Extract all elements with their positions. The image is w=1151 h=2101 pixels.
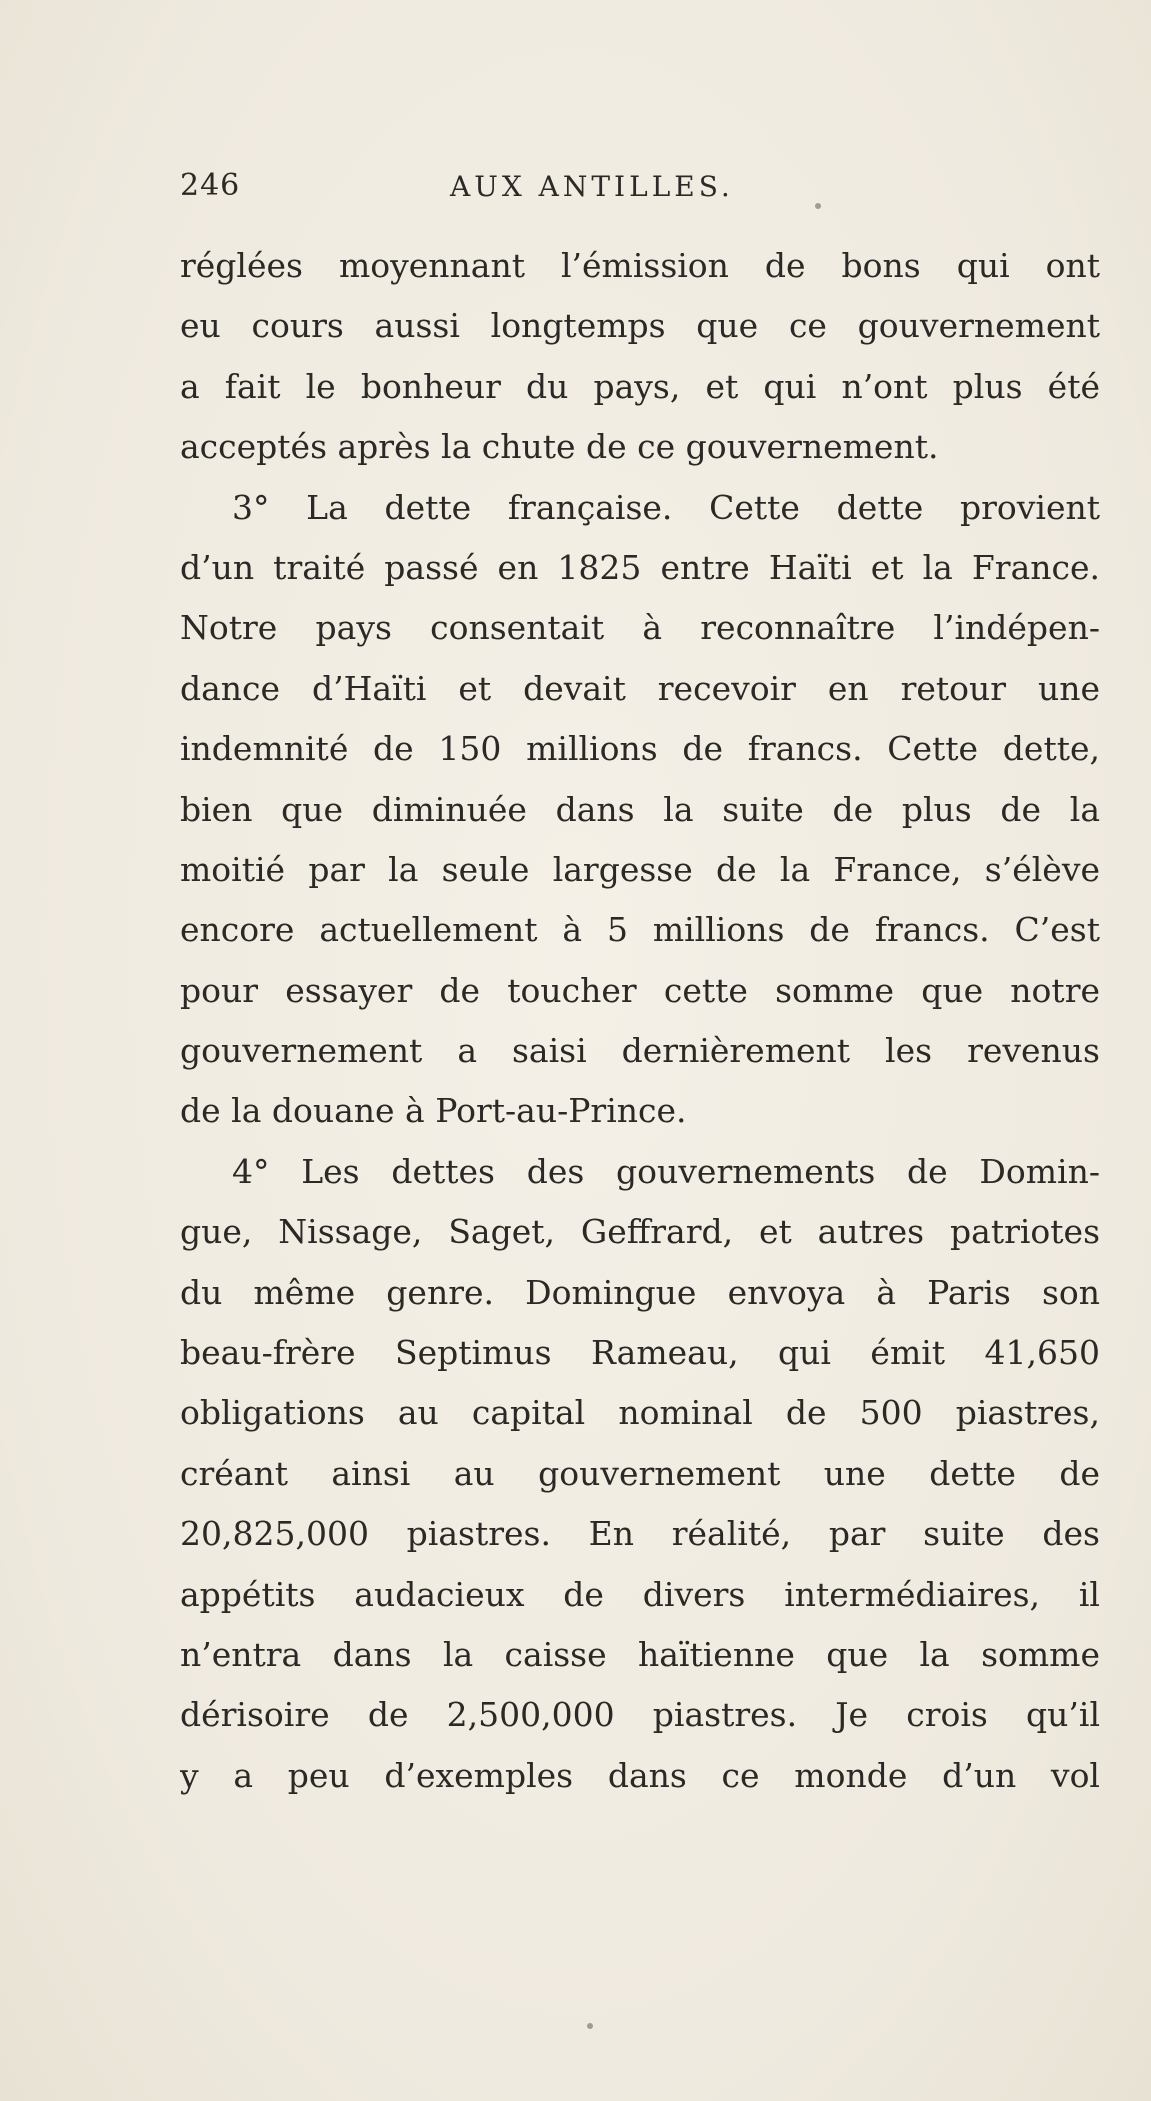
page-number: 246: [180, 168, 241, 203]
body-text: [180, 236, 1100, 1806]
ink-speck: [815, 203, 821, 209]
text-line: a fait le bonheur du pays, et qui n’ont plus été: [180, 366, 1100, 406]
text-line: dance d’Haïti et devait recevoir en retour une: [180, 668, 1100, 708]
text-line: pour essayer de toucher cette somme que notre: [180, 970, 1100, 1010]
text-line: dérisoire de 2,500,000 piastres. Je crois qu’il: [180, 1695, 1100, 1735]
text-line: bien que diminuée dans la suite de plus de la: [180, 789, 1100, 829]
text-line: de la douane à Port-au-Prince.: [180, 1091, 687, 1131]
text-line: 20,825,000 piastres. En réalité, par suite des: [180, 1514, 1100, 1554]
running-title: AUX ANTILLES.: [450, 170, 734, 203]
text-line: 3° La dette française. Cette dette provient: [232, 487, 1100, 527]
text-line: eu cours aussi longtemps que ce gouvernement: [180, 306, 1100, 346]
text-line: obligations au capital nominal de 500 piastres,: [180, 1393, 1100, 1433]
text-line: gouvernement a saisi dernièrement les revenus: [180, 1031, 1100, 1071]
text-line: du même genre. Domingue envoya à Paris son: [180, 1272, 1100, 1312]
ink-speck: [587, 2023, 593, 2029]
page-header: [180, 160, 1100, 220]
text-line: appétits audacieux de divers intermédiaires, il: [180, 1574, 1100, 1614]
text-line: beau-frère Septimus Rameau, qui émit 41,650: [180, 1333, 1100, 1373]
text-line: y a peu d’exemples dans ce monde d’un vol: [180, 1755, 1100, 1795]
text-line: indemnité de 150 millions de francs. Cette dette,: [180, 729, 1100, 769]
text-line: d’un traité passé en 1825 entre Haïti et la France.: [180, 547, 1100, 587]
text-line: créant ainsi au gouvernement une dette de: [180, 1453, 1100, 1493]
text-line: Notre pays consentait à reconnaître l’indépen-: [180, 608, 1100, 648]
text-line: acceptés après la chute de ce gouvernement.: [180, 427, 939, 467]
text-line: gue, Nissage, Saget, Geffrard, et autres patriotes: [180, 1212, 1100, 1252]
text-line: n’entra dans la caisse haïtienne que la somme: [180, 1634, 1100, 1674]
text-line: encore actuellement à 5 millions de francs. C’est: [180, 910, 1100, 950]
text-line: moitié par la seule largesse de la France, s’élève: [180, 849, 1100, 889]
text-line: réglées moyennant l’émission de bons qui ont: [180, 246, 1100, 285]
text-line: 4° Les dettes des gouvernements de Domin-: [232, 1151, 1100, 1191]
